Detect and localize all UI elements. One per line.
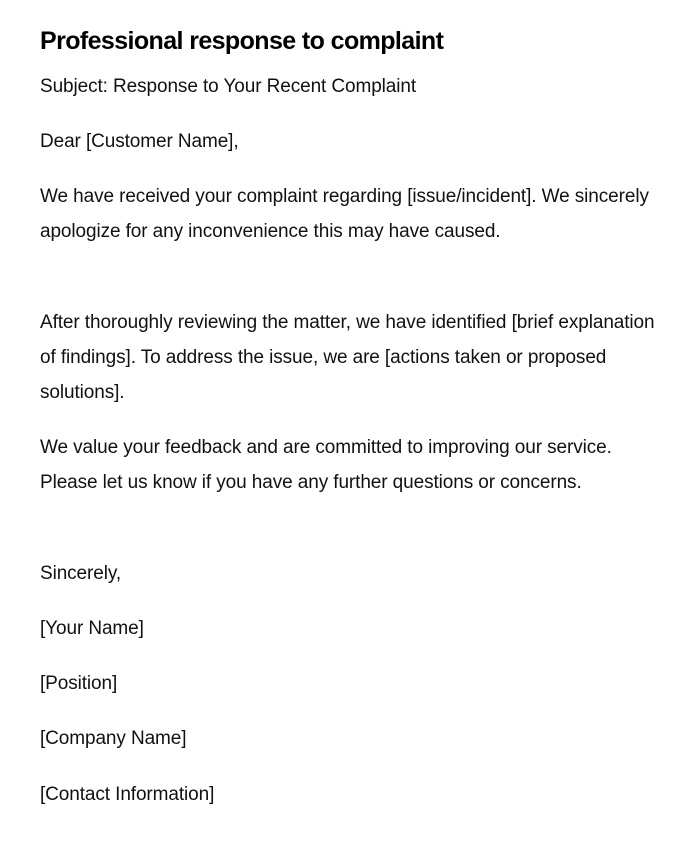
greeting: Dear [Customer Name],	[40, 131, 239, 152]
document-title: Professional response to complaint	[40, 27, 444, 55]
closing: Sincerely,	[40, 563, 122, 584]
signature-name: [Your Name]	[40, 618, 144, 639]
paragraph-acknowledgement: We have received your complaint regarding [issue/incident]. We sincerely apologize for any inconvenience this may have caused.	[40, 186, 649, 243]
paragraph-feedback: We value your feedback and are committed to improving our service. Please let us know if you have any further questions or concerns.	[40, 437, 612, 494]
signature-contact: [Contact Information]	[40, 784, 215, 805]
subject-line: Subject: Response to Your Recent Complaint	[40, 76, 417, 97]
paragraph-findings: After thoroughly reviewing the matter, we have identified [brief explanation of findings]. To address the issue, we are [actions taken or proposed solutions].	[40, 312, 655, 404]
signature-position: [Position]	[40, 673, 118, 694]
signature-company: [Company Name]	[40, 728, 187, 749]
